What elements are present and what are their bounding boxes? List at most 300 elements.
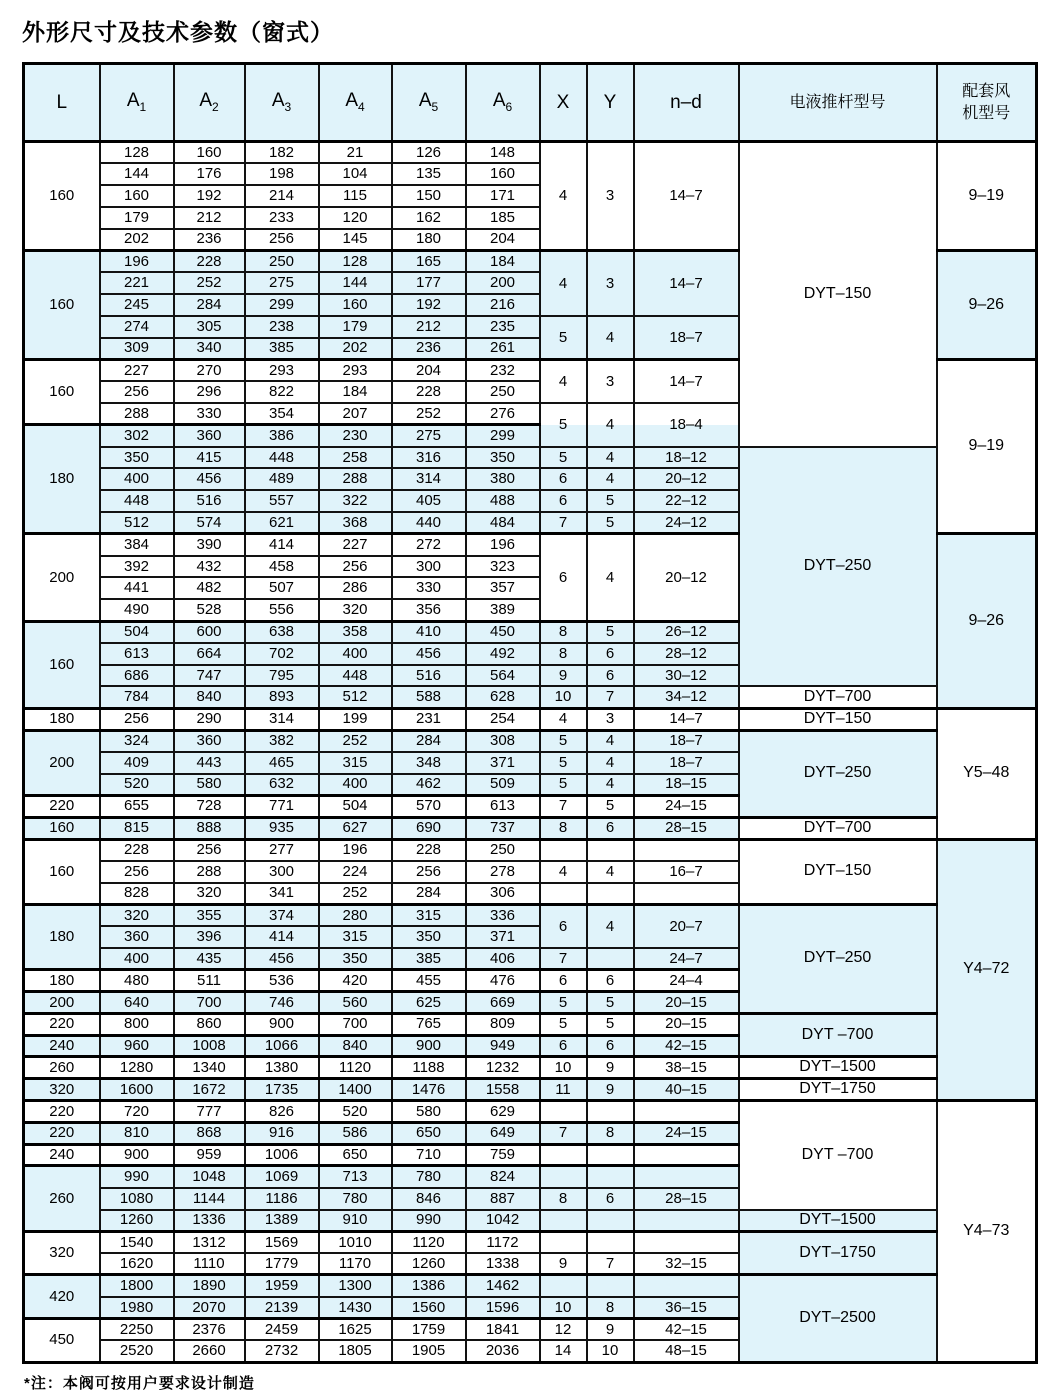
cell-a6: 216 xyxy=(466,294,540,316)
cell-y: 4 xyxy=(587,861,634,883)
cell-actuator-model: DYT–250 xyxy=(739,730,937,817)
cell-y: 5 xyxy=(587,795,634,817)
cell-y: 5 xyxy=(587,992,634,1014)
cell-a6: 204 xyxy=(466,229,540,251)
cell-a3: 2139 xyxy=(245,1297,319,1319)
cell-a1: 179 xyxy=(100,207,174,229)
cell-l: 240 xyxy=(24,1035,100,1057)
table-row xyxy=(24,730,1037,752)
cell-a2: 2376 xyxy=(174,1319,245,1341)
cell-a3: 621 xyxy=(245,512,319,534)
cell-x: 7 xyxy=(540,795,587,817)
cell-a1: 384 xyxy=(100,534,174,556)
cell-a1: 960 xyxy=(100,1035,174,1057)
table-row xyxy=(24,1057,1037,1079)
cell-a2: 1312 xyxy=(174,1231,245,1253)
cell-a1: 1980 xyxy=(100,1297,174,1319)
cell-a5: 456 xyxy=(392,643,466,665)
cell-a5: 272 xyxy=(392,534,466,556)
cell-a3: 275 xyxy=(245,272,319,294)
cell-a1: 1540 xyxy=(100,1231,174,1253)
cell-a6: 185 xyxy=(466,207,540,229)
table-row xyxy=(24,447,1037,469)
cell-a1: 448 xyxy=(100,490,174,512)
cell-a4: 1430 xyxy=(319,1297,392,1319)
cell-a2: 868 xyxy=(174,1122,245,1144)
table-row xyxy=(24,904,1037,926)
cell-a2: 840 xyxy=(174,686,245,708)
cell-nd: 18–7 xyxy=(634,730,739,752)
cell-a4: 184 xyxy=(319,381,392,403)
cell-a4: 560 xyxy=(319,992,392,1014)
col-header-a3: $A_3$ xyxy=(245,64,319,142)
cell-a4: 115 xyxy=(319,185,392,207)
cell-nd xyxy=(634,1144,739,1166)
cell-a3: 382 xyxy=(245,730,319,752)
table-row xyxy=(24,708,1037,730)
cell-x xyxy=(540,1231,587,1253)
cell-a1: 350 xyxy=(100,447,174,469)
cell-y xyxy=(587,1210,634,1232)
cell-a6: 649 xyxy=(466,1122,540,1144)
cell-nd xyxy=(634,1210,739,1232)
cell-a6: 299 xyxy=(466,425,540,447)
cell-a1: 490 xyxy=(100,599,174,621)
cell-a3: 182 xyxy=(245,142,319,164)
cell-a3: 293 xyxy=(245,359,319,381)
cell-a4: 780 xyxy=(319,1188,392,1210)
cell-y xyxy=(587,883,634,905)
cell-nd: 20–15 xyxy=(634,1013,739,1035)
table-header xyxy=(24,64,1037,142)
cell-a3: 354 xyxy=(245,403,319,425)
cell-a5: 256 xyxy=(392,861,466,883)
cell-a6: 1172 xyxy=(466,1231,540,1253)
cell-x xyxy=(540,1275,587,1297)
cell-a2: 320 xyxy=(174,883,245,905)
cell-y: 3 xyxy=(587,359,634,403)
table-row xyxy=(24,142,1037,164)
cell-a5: 580 xyxy=(392,1101,466,1123)
cell-a5: 275 xyxy=(392,425,466,447)
cell-actuator-model: DYT–1500 xyxy=(739,1210,937,1232)
col-header-actuator-model: 电液推杆型号 xyxy=(739,64,937,142)
cell-a6: 1232 xyxy=(466,1057,540,1079)
cell-a4: 207 xyxy=(319,403,392,425)
cell-x: 8 xyxy=(540,817,587,839)
cell-a4: 713 xyxy=(319,1166,392,1188)
cell-nd: 18–15 xyxy=(634,774,739,796)
cell-y: 3 xyxy=(587,250,634,315)
cell-nd: 40–15 xyxy=(634,1079,739,1101)
cell-a2: 574 xyxy=(174,512,245,534)
cell-a1: 1620 xyxy=(100,1253,174,1275)
cell-a4: 840 xyxy=(319,1035,392,1057)
cell-a5: 177 xyxy=(392,272,466,294)
cell-nd: 28–15 xyxy=(634,817,739,839)
cell-a4: 315 xyxy=(319,752,392,774)
cell-a5: 316 xyxy=(392,447,466,469)
cell-nd: 20–15 xyxy=(634,992,739,1014)
cell-nd: 14–7 xyxy=(634,708,739,730)
cell-a1: 2250 xyxy=(100,1319,174,1341)
cell-a4: 400 xyxy=(319,774,392,796)
cell-a2: 1048 xyxy=(174,1166,245,1188)
cell-a5: 192 xyxy=(392,294,466,316)
cell-a2: 1110 xyxy=(174,1253,245,1275)
cell-a4: 104 xyxy=(319,163,392,185)
cell-x xyxy=(540,839,587,861)
cell-a2: 330 xyxy=(174,403,245,425)
cell-a6: 1558 xyxy=(466,1079,540,1101)
cell-nd: 42–15 xyxy=(634,1319,739,1341)
cell-a2: 284 xyxy=(174,294,245,316)
cell-a2: 212 xyxy=(174,207,245,229)
cell-a3: 1186 xyxy=(245,1188,319,1210)
cell-a6: 160 xyxy=(466,163,540,185)
cell-a5: 228 xyxy=(392,839,466,861)
cell-nd: 24–15 xyxy=(634,795,739,817)
cell-a6: 2036 xyxy=(466,1340,540,1362)
cell-a6: 669 xyxy=(466,992,540,1014)
cell-y: 10 xyxy=(587,1340,634,1362)
table-row xyxy=(24,686,1037,708)
cell-l: 260 xyxy=(24,1166,100,1231)
cell-a5: 150 xyxy=(392,185,466,207)
cell-a3: 1069 xyxy=(245,1166,319,1188)
cell-a4: 256 xyxy=(319,556,392,578)
cell-a1: 256 xyxy=(100,708,174,730)
cell-a6: 488 xyxy=(466,490,540,512)
cell-a3: 556 xyxy=(245,599,319,621)
cell-nd xyxy=(634,883,739,905)
cell-a5: 990 xyxy=(392,1210,466,1232)
cell-a3: 214 xyxy=(245,185,319,207)
cell-a2: 1008 xyxy=(174,1035,245,1057)
cell-a1: 441 xyxy=(100,577,174,599)
col-header-a6: $A_6$ xyxy=(466,64,540,142)
cell-a2: 2660 xyxy=(174,1340,245,1362)
cell-y: 4 xyxy=(587,774,634,796)
cell-x: 4 xyxy=(540,861,587,883)
cell-fan-model: Y4–73 xyxy=(937,1101,1037,1363)
cell-a5: 228 xyxy=(392,381,466,403)
cell-l: 180 xyxy=(24,904,100,969)
cell-a4: 196 xyxy=(319,839,392,861)
cell-a3: 893 xyxy=(245,686,319,708)
cell-fan-model: 9–19 xyxy=(937,142,1037,251)
cell-a5: 1905 xyxy=(392,1340,466,1362)
cell-a5: 315 xyxy=(392,904,466,926)
cell-a1: 800 xyxy=(100,1013,174,1035)
cell-fan-model: 9–19 xyxy=(937,359,1037,533)
cell-a4: 448 xyxy=(319,665,392,687)
cell-a4: 1170 xyxy=(319,1253,392,1275)
cell-nd: 38–15 xyxy=(634,1057,739,1079)
cell-y: 6 xyxy=(587,643,634,665)
cell-a6: 406 xyxy=(466,948,540,970)
cell-a5: 231 xyxy=(392,708,466,730)
cell-a6: 484 xyxy=(466,512,540,534)
cell-nd: 36–15 xyxy=(634,1297,739,1319)
cell-x: 6 xyxy=(540,490,587,512)
cell-a5: 180 xyxy=(392,229,466,251)
cell-a2: 747 xyxy=(174,665,245,687)
cell-nd xyxy=(634,839,739,861)
cell-a5: 462 xyxy=(392,774,466,796)
cell-nd: 48–15 xyxy=(634,1340,739,1362)
cell-nd: 24–12 xyxy=(634,512,739,534)
cell-a5: 385 xyxy=(392,948,466,970)
table-row xyxy=(24,1079,1037,1101)
table-body xyxy=(24,142,1037,1363)
cell-a4: 358 xyxy=(319,621,392,643)
cell-a5: 284 xyxy=(392,730,466,752)
cell-a1: 815 xyxy=(100,817,174,839)
cell-a1: 196 xyxy=(100,250,174,272)
cell-a4: 160 xyxy=(319,294,392,316)
cell-y: 7 xyxy=(587,686,634,708)
cell-y xyxy=(587,1101,634,1123)
cell-a1: 1800 xyxy=(100,1275,174,1297)
cell-a5: 165 xyxy=(392,250,466,272)
cell-a5: 212 xyxy=(392,316,466,338)
cell-x: 8 xyxy=(540,621,587,643)
cell-a3: 1959 xyxy=(245,1275,319,1297)
cell-a3: 238 xyxy=(245,316,319,338)
cell-nd: 14–7 xyxy=(634,142,739,251)
cell-a1: 360 xyxy=(100,926,174,948)
table-row xyxy=(24,839,1037,861)
cell-a1: 686 xyxy=(100,665,174,687)
cell-fan-model: 9–26 xyxy=(937,534,1037,708)
cell-nd: 32–15 xyxy=(634,1253,739,1275)
cell-a6: 1841 xyxy=(466,1319,540,1341)
cell-x: 10 xyxy=(540,1057,587,1079)
cell-nd: 18–7 xyxy=(634,316,739,360)
cell-a4: 350 xyxy=(319,948,392,970)
cell-a1: 990 xyxy=(100,1166,174,1188)
col-header-a2: $A_2$ xyxy=(174,64,245,142)
cell-nd: 18–12 xyxy=(634,447,739,469)
cell-a2: 160 xyxy=(174,142,245,164)
cell-a4: 252 xyxy=(319,883,392,905)
cell-a1: 784 xyxy=(100,686,174,708)
cell-x: 5 xyxy=(540,403,587,447)
cell-a2: 415 xyxy=(174,447,245,469)
cell-a6: 737 xyxy=(466,817,540,839)
cell-y: 9 xyxy=(587,1079,634,1101)
cell-a2: 511 xyxy=(174,970,245,992)
cell-x: 4 xyxy=(540,142,587,251)
cell-nd: 20–12 xyxy=(634,534,739,621)
cell-fan-model: Y5–48 xyxy=(937,708,1037,839)
col-header-a1: $A_1$ xyxy=(100,64,174,142)
cell-a6: 613 xyxy=(466,795,540,817)
cell-y: 4 xyxy=(587,447,634,469)
cell-x xyxy=(540,1144,587,1166)
cell-l: 160 xyxy=(24,359,100,424)
table-row xyxy=(24,1275,1037,1297)
col-header-x: X xyxy=(540,64,587,142)
cell-a6: 171 xyxy=(466,185,540,207)
cell-y: 4 xyxy=(587,730,634,752)
cell-a5: 252 xyxy=(392,403,466,425)
cell-l: 320 xyxy=(24,1079,100,1101)
cell-a5: 135 xyxy=(392,163,466,185)
cell-x: 5 xyxy=(540,316,587,360)
cell-a2: 1672 xyxy=(174,1079,245,1101)
cell-x: 7 xyxy=(540,1122,587,1144)
cell-l: 240 xyxy=(24,1144,100,1166)
cell-a1: 128 xyxy=(100,142,174,164)
cell-a1: 720 xyxy=(100,1101,174,1123)
cell-a1: 392 xyxy=(100,556,174,578)
cell-a5: 570 xyxy=(392,795,466,817)
cell-a5: 588 xyxy=(392,686,466,708)
cell-a1: 480 xyxy=(100,970,174,992)
cell-a3: 300 xyxy=(245,861,319,883)
cell-nd: 14–7 xyxy=(634,359,739,403)
cell-x: 6 xyxy=(540,468,587,490)
cell-y: 4 xyxy=(587,534,634,621)
cell-a5: 1188 xyxy=(392,1057,466,1079)
cell-actuator-model: DYT –700 xyxy=(739,1013,937,1057)
cell-a3: 638 xyxy=(245,621,319,643)
cell-a3: 314 xyxy=(245,708,319,730)
page-title: 外形尺寸及技术参数（窗式） xyxy=(22,19,334,45)
cell-y: 5 xyxy=(587,621,634,643)
cell-a3: 456 xyxy=(245,948,319,970)
cell-nd: 24–7 xyxy=(634,948,739,970)
cell-a6: 380 xyxy=(466,468,540,490)
cell-a1: 512 xyxy=(100,512,174,534)
cell-a1: 302 xyxy=(100,425,174,447)
cell-a2: 728 xyxy=(174,795,245,817)
cell-actuator-model: DYT–250 xyxy=(739,904,937,1013)
cell-a2: 888 xyxy=(174,817,245,839)
cell-actuator-model: DYT–1750 xyxy=(739,1079,937,1101)
cell-y: 5 xyxy=(587,512,634,534)
cell-a2: 192 xyxy=(174,185,245,207)
cell-l: 180 xyxy=(24,425,100,534)
cell-a2: 296 xyxy=(174,381,245,403)
cell-a3: 198 xyxy=(245,163,319,185)
cell-a4: 288 xyxy=(319,468,392,490)
cell-a5: 440 xyxy=(392,512,466,534)
cell-a1: 640 xyxy=(100,992,174,1014)
cell-a4: 199 xyxy=(319,708,392,730)
cell-a3: 536 xyxy=(245,970,319,992)
cell-a3: 277 xyxy=(245,839,319,861)
cell-actuator-model: DYT–150 xyxy=(739,142,937,447)
cell-a4: 315 xyxy=(319,926,392,948)
cell-y: 4 xyxy=(587,752,634,774)
cell-a1: 900 xyxy=(100,1144,174,1166)
cell-a6: 276 xyxy=(466,403,540,425)
cell-y: 4 xyxy=(587,904,634,948)
cell-y xyxy=(587,1166,634,1188)
cell-y: 8 xyxy=(587,1297,634,1319)
cell-a4: 420 xyxy=(319,970,392,992)
cell-a2: 228 xyxy=(174,250,245,272)
table-row xyxy=(24,1210,1037,1232)
cell-a2: 288 xyxy=(174,861,245,883)
cell-a3: 458 xyxy=(245,556,319,578)
cell-a2: 236 xyxy=(174,229,245,251)
cell-a2: 252 xyxy=(174,272,245,294)
cell-a3: 702 xyxy=(245,643,319,665)
cell-a1: 202 xyxy=(100,229,174,251)
cell-y xyxy=(587,948,634,970)
cell-a2: 777 xyxy=(174,1101,245,1123)
cell-a5: 162 xyxy=(392,207,466,229)
cell-x: 7 xyxy=(540,948,587,970)
cell-a3: 465 xyxy=(245,752,319,774)
cell-a5: 846 xyxy=(392,1188,466,1210)
cell-a5: 1260 xyxy=(392,1253,466,1275)
cell-a6: 759 xyxy=(466,1144,540,1166)
spec-table xyxy=(22,62,1038,1364)
cell-a5: 348 xyxy=(392,752,466,774)
cell-a1: 1600 xyxy=(100,1079,174,1101)
cell-x xyxy=(540,883,587,905)
table-row xyxy=(24,1231,1037,1253)
cell-a1: 655 xyxy=(100,795,174,817)
cell-a2: 256 xyxy=(174,839,245,861)
cell-a4: 322 xyxy=(319,490,392,512)
cell-actuator-model: DYT–700 xyxy=(739,817,937,839)
cell-a5: 410 xyxy=(392,621,466,643)
cell-a6: 323 xyxy=(466,556,540,578)
cell-actuator-model: DYT–700 xyxy=(739,686,937,708)
cell-a4: 368 xyxy=(319,512,392,534)
cell-fan-model: Y4–72 xyxy=(937,839,1037,1101)
cell-a4: 128 xyxy=(319,250,392,272)
cell-a4: 910 xyxy=(319,1210,392,1232)
cell-a6: 278 xyxy=(466,861,540,883)
col-header-l: L xyxy=(24,64,100,142)
cell-a6: 564 xyxy=(466,665,540,687)
cell-y xyxy=(587,1231,634,1253)
cell-a2: 360 xyxy=(174,425,245,447)
cell-a2: 860 xyxy=(174,1013,245,1035)
cell-l: 220 xyxy=(24,795,100,817)
cell-a5: 1120 xyxy=(392,1231,466,1253)
cell-l: 320 xyxy=(24,1231,100,1275)
cell-y xyxy=(587,839,634,861)
header-row xyxy=(24,64,1037,142)
cell-a1: 245 xyxy=(100,294,174,316)
cell-a3: 507 xyxy=(245,577,319,599)
cell-a6: 235 xyxy=(466,316,540,338)
cell-l: 160 xyxy=(24,621,100,708)
cell-a3: 557 xyxy=(245,490,319,512)
cell-a2: 176 xyxy=(174,163,245,185)
cell-a6: 200 xyxy=(466,272,540,294)
cell-y: 5 xyxy=(587,490,634,512)
cell-a6: 628 xyxy=(466,686,540,708)
cell-a1: 400 xyxy=(100,468,174,490)
col-header-nd: n–d xyxy=(634,64,739,142)
cell-a5: 516 xyxy=(392,665,466,687)
cell-a3: 256 xyxy=(245,229,319,251)
col-header-y: Y xyxy=(587,64,634,142)
cell-fan-model: 9–26 xyxy=(937,250,1037,359)
cell-a6: 261 xyxy=(466,338,540,360)
cell-l: 160 xyxy=(24,839,100,904)
cell-a4: 252 xyxy=(319,730,392,752)
